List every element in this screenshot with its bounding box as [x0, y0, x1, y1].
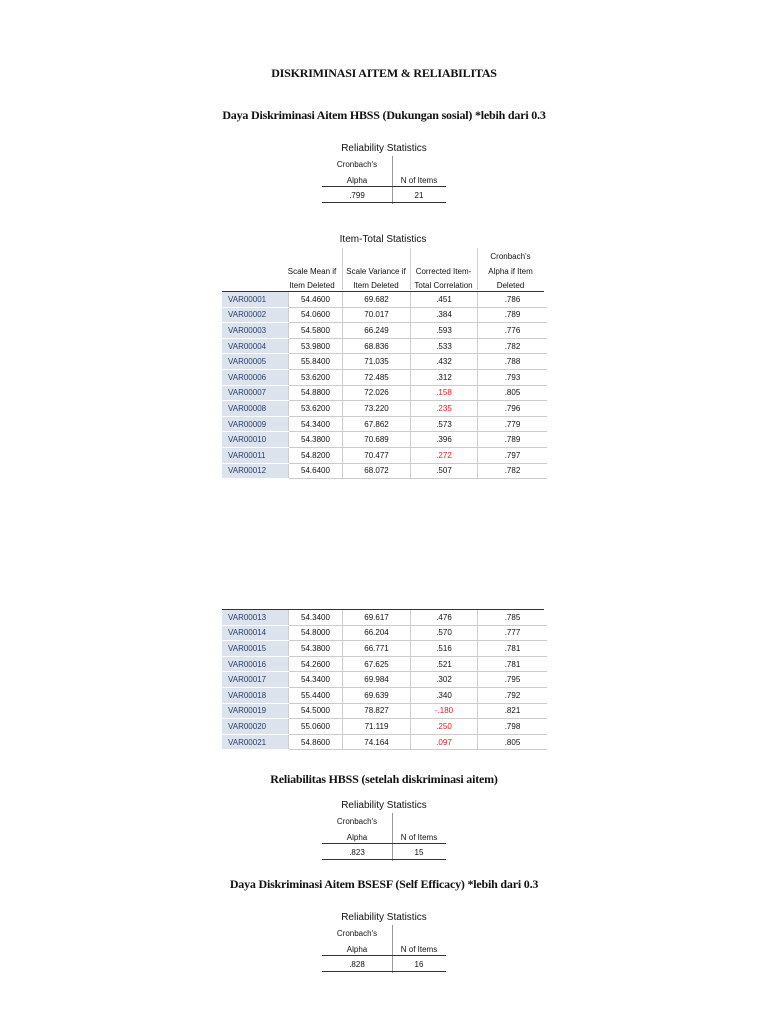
n-items-value: 21 [414, 191, 424, 200]
row-label: VAR00014 [222, 625, 289, 641]
scale-mean-cell: 54.8800 [289, 385, 343, 401]
corrected-correlation-cell: .272 [411, 447, 478, 463]
alpha-if-deleted-cell: .782 [478, 338, 548, 354]
alpha-value: .828 [349, 960, 365, 969]
reliability-statistics-table-1 [322, 156, 446, 204]
scale-mean-cell: 54.3800 [289, 641, 343, 657]
row-label: VAR00013 [222, 610, 289, 625]
alpha-if-deleted-cell: .792 [478, 687, 548, 703]
table-row [222, 447, 547, 463]
alpha-if-deleted-cell: .796 [478, 401, 548, 417]
scale-mean-cell: 53.6200 [289, 401, 343, 417]
alpha-if-deleted-cell: .788 [478, 354, 548, 370]
table-row [222, 734, 547, 750]
item-total-table-part1 [222, 292, 547, 479]
table-row [222, 432, 547, 448]
scale-variance-cell: 66.204 [343, 625, 411, 641]
scale-variance-cell: 66.771 [343, 641, 411, 657]
alpha-if-deleted-cell: .785 [478, 610, 548, 625]
table-row [222, 687, 547, 703]
scale-mean-cell: 55.4400 [289, 687, 343, 703]
header-divider [342, 248, 343, 290]
alpha-if-deleted-cell: .777 [478, 625, 548, 641]
corrected-correlation-cell: .235 [411, 401, 478, 417]
scale-variance-cell: 67.862 [343, 416, 411, 432]
scale-mean-cell: 54.3400 [289, 672, 343, 688]
scale-mean-header-line2: Item Deleted [289, 281, 335, 290]
table-row [222, 463, 547, 479]
scale-mean-cell: 54.8600 [289, 734, 343, 750]
row-label: VAR00008 [222, 401, 289, 417]
scale-mean-cell: 54.8200 [289, 447, 343, 463]
scale-mean-header-line1: Scale Mean if [287, 267, 337, 276]
scale-mean-cell: 53.9800 [289, 338, 343, 354]
table-row [222, 719, 547, 735]
table-row [222, 672, 547, 688]
bottom-rule [322, 859, 446, 860]
table-row [222, 292, 547, 307]
reliability-statistics-table-3 [322, 925, 446, 973]
row-label: VAR00002 [222, 307, 289, 323]
row-label: VAR00010 [222, 432, 289, 448]
alpha-if-deleted-header-line2: Alpha if Item [488, 267, 533, 276]
scale-mean-cell: 54.0600 [289, 307, 343, 323]
alpha-if-deleted-cell: .797 [478, 447, 548, 463]
corrected-correlation-cell: .302 [411, 672, 478, 688]
alpha-if-deleted-cell: .798 [478, 719, 548, 735]
n-items-value: 15 [414, 848, 424, 857]
corrected-correlation-cell: .250 [411, 719, 478, 735]
scale-mean-cell: 54.5000 [289, 703, 343, 719]
corrected-correlation-cell: .384 [411, 307, 478, 323]
n-items-header: N of Items [400, 176, 438, 185]
table-row [222, 323, 547, 339]
table-row [222, 416, 547, 432]
scale-variance-header-line2: Item Deleted [353, 281, 399, 290]
scale-mean-cell: 55.8400 [289, 354, 343, 370]
document-title: DISKRIMINASI AITEM & RELIABILITAS [271, 66, 497, 80]
alpha-if-deleted-cell: .779 [478, 416, 548, 432]
corrected-correlation-header-line1: Corrected Item- [415, 267, 472, 276]
scale-variance-cell: 78.827 [343, 703, 411, 719]
scale-mean-cell: 55.0600 [289, 719, 343, 735]
alpha-if-deleted-cell: .805 [478, 385, 548, 401]
table-row [222, 338, 547, 354]
scale-mean-cell: 53.6200 [289, 369, 343, 385]
corrected-correlation-cell: .573 [411, 416, 478, 432]
corrected-correlation-cell: .476 [411, 610, 478, 625]
item-total-header [222, 248, 544, 290]
hbss-discrimination-heading: Daya Diskriminasi Aitem HBSS (Dukungan sosial) *lebih dari 0.3 [222, 108, 546, 122]
scale-variance-cell: 73.220 [343, 401, 411, 417]
row-label: VAR00021 [222, 734, 289, 750]
corrected-correlation-cell: -.180 [411, 703, 478, 719]
corrected-correlation-cell: .521 [411, 656, 478, 672]
alpha-if-deleted-cell: .781 [478, 641, 548, 657]
alpha-if-deleted-cell: .789 [478, 432, 548, 448]
corrected-correlation-cell: .507 [411, 463, 478, 479]
scale-variance-cell: 68.072 [343, 463, 411, 479]
table-row [222, 369, 547, 385]
row-label: VAR00001 [222, 292, 289, 307]
scale-variance-cell: 72.485 [343, 369, 411, 385]
scale-mean-cell: 54.3400 [289, 610, 343, 625]
scale-variance-cell: 69.639 [343, 687, 411, 703]
alpha-if-deleted-header-line1: Cronbach's [490, 252, 531, 261]
scale-mean-cell: 54.3800 [289, 432, 343, 448]
alpha-value: .799 [349, 191, 365, 200]
alpha-header-line2: Alpha [346, 176, 368, 185]
row-label: VAR00018 [222, 687, 289, 703]
scale-variance-cell: 71.035 [343, 354, 411, 370]
scale-variance-cell: 69.617 [343, 610, 411, 625]
row-label: VAR00003 [222, 323, 289, 339]
alpha-if-deleted-cell: .786 [478, 292, 548, 307]
row-label: VAR00019 [222, 703, 289, 719]
scale-variance-header-line1: Scale Variance if [346, 267, 406, 276]
header-rule [322, 186, 446, 187]
table-row [222, 656, 547, 672]
row-label: VAR00004 [222, 338, 289, 354]
scale-mean-cell: 54.8000 [289, 625, 343, 641]
corrected-correlation-cell: .533 [411, 338, 478, 354]
n-items-header: N of Items [400, 945, 438, 954]
scale-mean-cell: 54.6400 [289, 463, 343, 479]
scale-mean-cell: 54.4600 [289, 292, 343, 307]
row-label: VAR00007 [222, 385, 289, 401]
alpha-if-deleted-cell: .805 [478, 734, 548, 750]
scale-mean-cell: 54.5800 [289, 323, 343, 339]
row-label: VAR00012 [222, 463, 289, 479]
bottom-rule [322, 971, 446, 972]
scale-variance-cell: 67.625 [343, 656, 411, 672]
corrected-correlation-cell: .451 [411, 292, 478, 307]
row-label: VAR00009 [222, 416, 289, 432]
table-row [222, 307, 547, 323]
scale-variance-cell: 70.689 [343, 432, 411, 448]
scale-variance-cell: 71.119 [343, 719, 411, 735]
row-label: VAR00005 [222, 354, 289, 370]
scale-variance-cell: 72.026 [343, 385, 411, 401]
alpha-header-line2: Alpha [346, 833, 368, 842]
scale-mean-cell: 54.2600 [289, 656, 343, 672]
item-total-statistics-title: Item-Total Statistics [339, 234, 427, 245]
header-rule [322, 955, 446, 956]
corrected-correlation-cell: .312 [411, 369, 478, 385]
bottom-rule [322, 202, 446, 203]
corrected-correlation-cell: .516 [411, 641, 478, 657]
alpha-header-line1: Cronbach's [336, 929, 378, 938]
row-label: VAR00020 [222, 719, 289, 735]
corrected-correlation-cell: .097 [411, 734, 478, 750]
table-row [222, 401, 547, 417]
row-label: VAR00006 [222, 369, 289, 385]
header-rule [322, 843, 446, 844]
header-divider [410, 248, 411, 290]
alpha-if-deleted-cell: .776 [478, 323, 548, 339]
corrected-correlation-cell: .158 [411, 385, 478, 401]
alpha-header-line1: Cronbach's [336, 817, 378, 826]
alpha-header-line1: Cronbach's [336, 160, 378, 169]
scale-mean-cell: 54.3400 [289, 416, 343, 432]
alpha-if-deleted-cell: .821 [478, 703, 548, 719]
table-row [222, 625, 547, 641]
alpha-if-deleted-cell: .795 [478, 672, 548, 688]
scale-variance-cell: 70.477 [343, 447, 411, 463]
corrected-correlation-cell: .432 [411, 354, 478, 370]
scale-variance-cell: 68.836 [343, 338, 411, 354]
header-divider [477, 248, 478, 290]
scale-variance-cell: 70.017 [343, 307, 411, 323]
reliability-statistics-title-2: Reliability Statistics [341, 800, 427, 811]
alpha-header-line2: Alpha [346, 945, 368, 954]
table-row [222, 610, 547, 625]
table-row [222, 385, 547, 401]
row-label: VAR00017 [222, 672, 289, 688]
corrected-correlation-cell: .396 [411, 432, 478, 448]
alpha-value: .823 [349, 848, 365, 857]
alpha-if-deleted-cell: .781 [478, 656, 548, 672]
bsesf-discrimination-heading: Daya Diskriminasi Aitem BSESF (Self Efficacy) *lebih dari 0.3 [229, 877, 539, 891]
scale-variance-cell: 66.249 [343, 323, 411, 339]
alpha-if-deleted-cell: .789 [478, 307, 548, 323]
corrected-correlation-cell: .593 [411, 323, 478, 339]
alpha-if-deleted-header-line3: Deleted [496, 281, 525, 290]
scale-variance-cell: 74.164 [343, 734, 411, 750]
scale-variance-cell: 69.984 [343, 672, 411, 688]
alpha-if-deleted-cell: .782 [478, 463, 548, 479]
reliability-statistics-title-1: Reliability Statistics [341, 143, 427, 154]
corrected-correlation-header-line2: Total Correlation [414, 281, 473, 290]
hbss-reliability-heading: Reliabilitas HBSS (setelah diskriminasi aitem) [270, 772, 498, 786]
row-label: VAR00016 [222, 656, 289, 672]
row-label: VAR00015 [222, 641, 289, 657]
corrected-correlation-cell: .340 [411, 687, 478, 703]
table-row [222, 641, 547, 657]
n-items-header: N of Items [400, 833, 438, 842]
row-label: VAR00011 [222, 447, 289, 463]
reliability-statistics-table-2 [322, 813, 446, 861]
reliability-statistics-title-3: Reliability Statistics [341, 912, 427, 923]
corrected-correlation-cell: .570 [411, 625, 478, 641]
scale-variance-cell: 69.682 [343, 292, 411, 307]
item-total-table-part2 [222, 610, 547, 750]
table-row [222, 354, 547, 370]
table-row [222, 703, 547, 719]
alpha-if-deleted-cell: .793 [478, 369, 548, 385]
n-items-value: 16 [414, 960, 424, 969]
